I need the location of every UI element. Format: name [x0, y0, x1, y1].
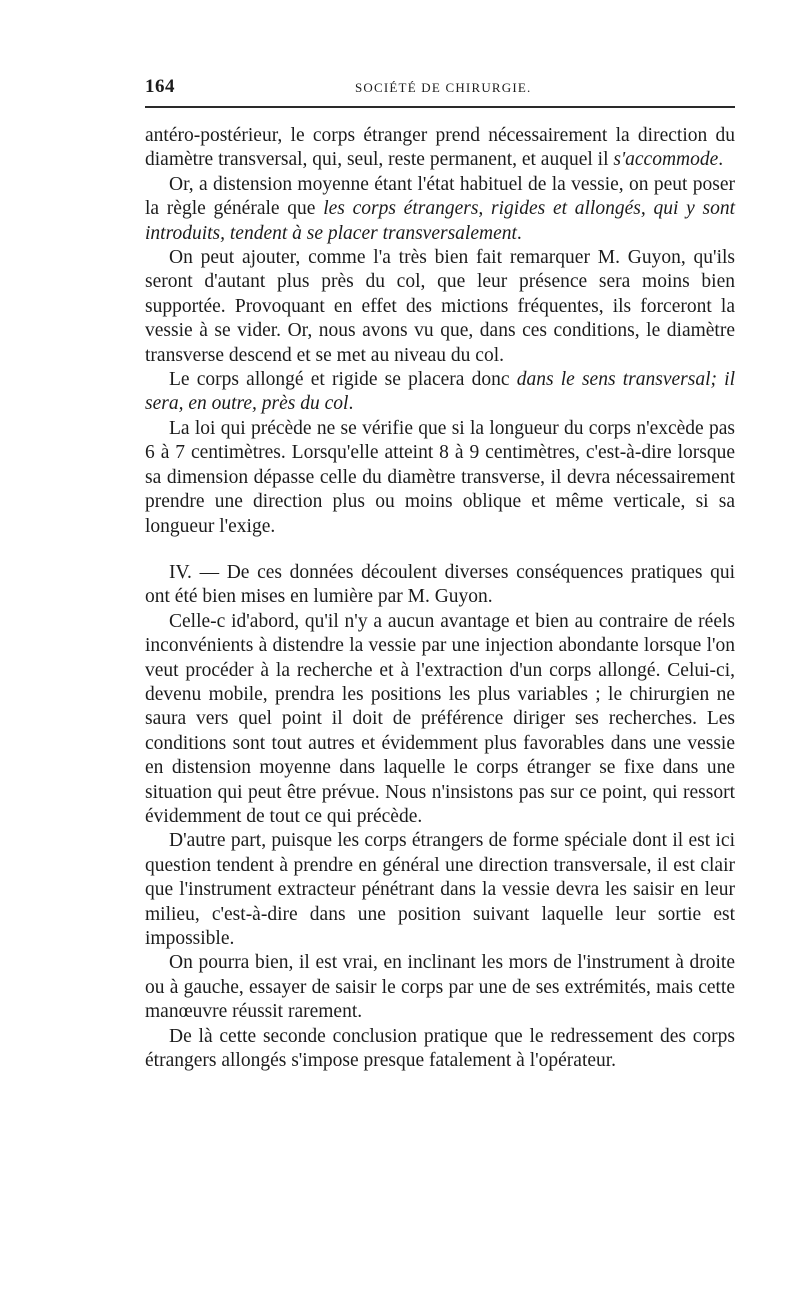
paragraph-section-iv: IV. — De ces données découlent diverses conséquences pratiques qui ont été bien mises en lumière par M. Guyon.: [145, 561, 735, 608]
paragraph-4: Le corps allongé et rigide se placera donc dans le sens transversal; il sera, en outre, près du col.: [145, 369, 736, 415]
emphasis: les corps étrangers, rigides et allongés, qui y sont introduits, tendent à se placer transversalement: [145, 198, 736, 244]
page-header: [145, 76, 735, 102]
paragraph-3: On peut ajouter, comme l'a très bien fait remarquer M. Guyon, qu'ils seront d'autant plus près du col, que leur présence sera moins bien supportée. Provoquant en effet des mictions fréquentes, ils forceront la vessie à se vider. Or, nous avons vu que, dans ces conditions, le diamètre transverse descend et se met au niveau du col.: [145, 247, 735, 366]
body-text: [145, 124, 735, 1073]
running-title: SOCIÉTÉ DE CHIRURGIE.: [355, 80, 532, 95]
paragraph-8: D'autre part, puisque les corps étrangers de forme spéciale dont il est ici question tendent à prendre en général une direction transversale, il est clair que l'instrument extracteur pénétrant dans la vessie devra les saisir en leur milieu, c'est-à-dire dans une position suivant laquelle leur sortie est impossible.: [145, 830, 735, 949]
header-rule: [145, 106, 735, 108]
page-number: 164: [145, 76, 175, 97]
paragraph-2: Or, a distension moyenne étant l'état habituel de la vessie, on peut poser la règle générale que les corps étrangers, rigides et allongés, qui y sont introduits, tendent à se placer transversalement.: [145, 173, 736, 244]
paragraph-5: La loi qui précède ne se vérifie que si la longueur du corps n'excède pas 6 à 7 centimètres. Lorsqu'elle atteint 8 à 9 centimètres, c'est-à-dire lorsque sa dimension dépasse celle du diamètre transverse, il devra nécessairement prendre une direction plus ou moins oblique et même verticale, si sa longueur l'exige.: [145, 417, 735, 537]
paragraph-9: On pourra bien, il est vrai, en inclinant les mors de l'instrument à droite ou à gauche, essayer de saisir le corps par une de ses extrémités, mais cette manœuvre réussit rarement.: [145, 952, 735, 1023]
paragraph-10: De là cette seconde conclusion pratique que le redressement des corps étrangers allongés s'impose presque fatalement à l'opérateur.: [145, 1025, 735, 1072]
emphasis: dans le sens transversal; il sera, en outre, près du col: [145, 369, 736, 415]
paragraph-7: Celle-c id'abord, qu'il n'y a aucun avantage et bien au contraire de réels inconvénients à distendre la vessie par une injection abondante lorsque l'on veut procéder à la recherche et à l'extraction d'un corps allongé. Celui-ci, devenu mobile, prendra les positions les plus variables ; le chirurgien ne saura vers quel point il doit de préférence diriger ses recherches. Les conditions sont tout autres et évidemment plus favorables dans une vessie en distension moyenne dans laquelle le corps étranger se fixe dans une situation qui peut être prévue. Nous n'insistons pas sur ce point, qui ressort évidemment de tout ce qui précède.: [145, 610, 735, 827]
paragraph-1: antéro-postérieur, le corps étranger prend nécessairement la direction du diamètre transversal, qui, seul, reste permanent, et auquel il s'accommode.: [145, 125, 735, 171]
emphasis: s'accommode: [613, 149, 719, 171]
